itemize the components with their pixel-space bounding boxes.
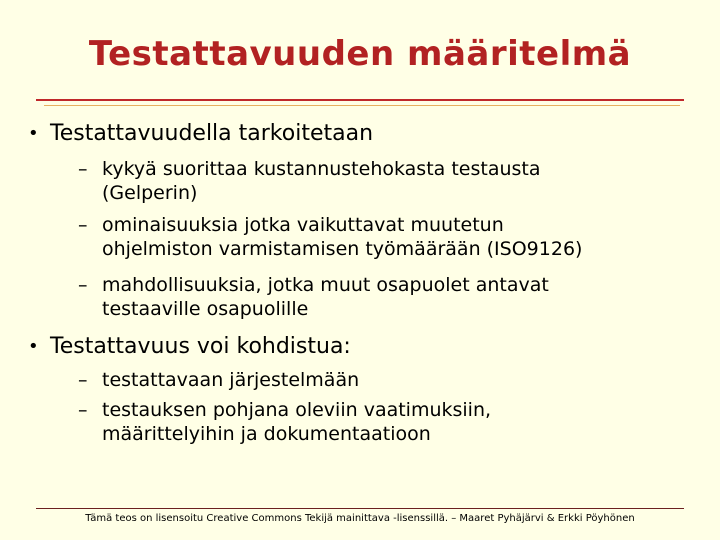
sub-bullet-dash: – [78, 158, 88, 180]
sub-bullet-line: testattavaan järjestelmään [102, 369, 360, 391]
sub-bullet-dash: – [78, 369, 88, 391]
bullet-item [28, 334, 351, 360]
sub-bullet-line: mahdollisuuksia, jotka muut osapuolet antavat [102, 274, 549, 296]
title-divider-accent [44, 105, 680, 106]
sub-bullet-item [78, 157, 541, 205]
sub-bullet-line: testauksen pohjana oleviin vaatimuksiin, [102, 399, 492, 421]
bullet-dot: • [28, 336, 39, 357]
sub-bullet-dash: – [78, 399, 88, 421]
sub-bullet-line: kykyä suorittaa kustannustehokasta testausta [102, 158, 541, 180]
sub-bullet-item [78, 368, 359, 392]
sub-bullet-dash: – [78, 274, 88, 296]
bullet-text: Testattavuus voi kohdistua: [50, 334, 351, 359]
sub-bullet-line: testaaville osapuolille [102, 298, 309, 320]
footer-divider [36, 508, 684, 509]
slide-title: Testattavuuden määritelmä [88, 34, 632, 74]
sub-bullet-item [78, 398, 491, 446]
sub-bullet-line: ominaisuuksia jotka vaikuttavat muutetun [102, 214, 504, 236]
sub-bullet-line: määrittelyihin ja dokumentaatioon [102, 423, 431, 445]
sub-bullet-dash: – [78, 214, 88, 236]
bullet-item [28, 121, 374, 147]
title-divider [36, 99, 684, 101]
sub-bullet-line: (Gelperin) [102, 182, 198, 204]
bullet-dot: • [28, 123, 39, 144]
license-footer: Tämä teos on lisensoitu Creative Commons Tekijä mainittava -lisenssillä. – Maaret Pyhäjärvi & Erkki Pöyhönen [85, 513, 635, 524]
sub-bullet-item [78, 273, 549, 321]
sub-bullet-line: ohjelmiston varmistamisen työmäärään (ISO9126) [102, 238, 583, 260]
bullet-text: Testattavuudella tarkoitetaan [50, 121, 374, 146]
sub-bullet-item [78, 213, 582, 261]
